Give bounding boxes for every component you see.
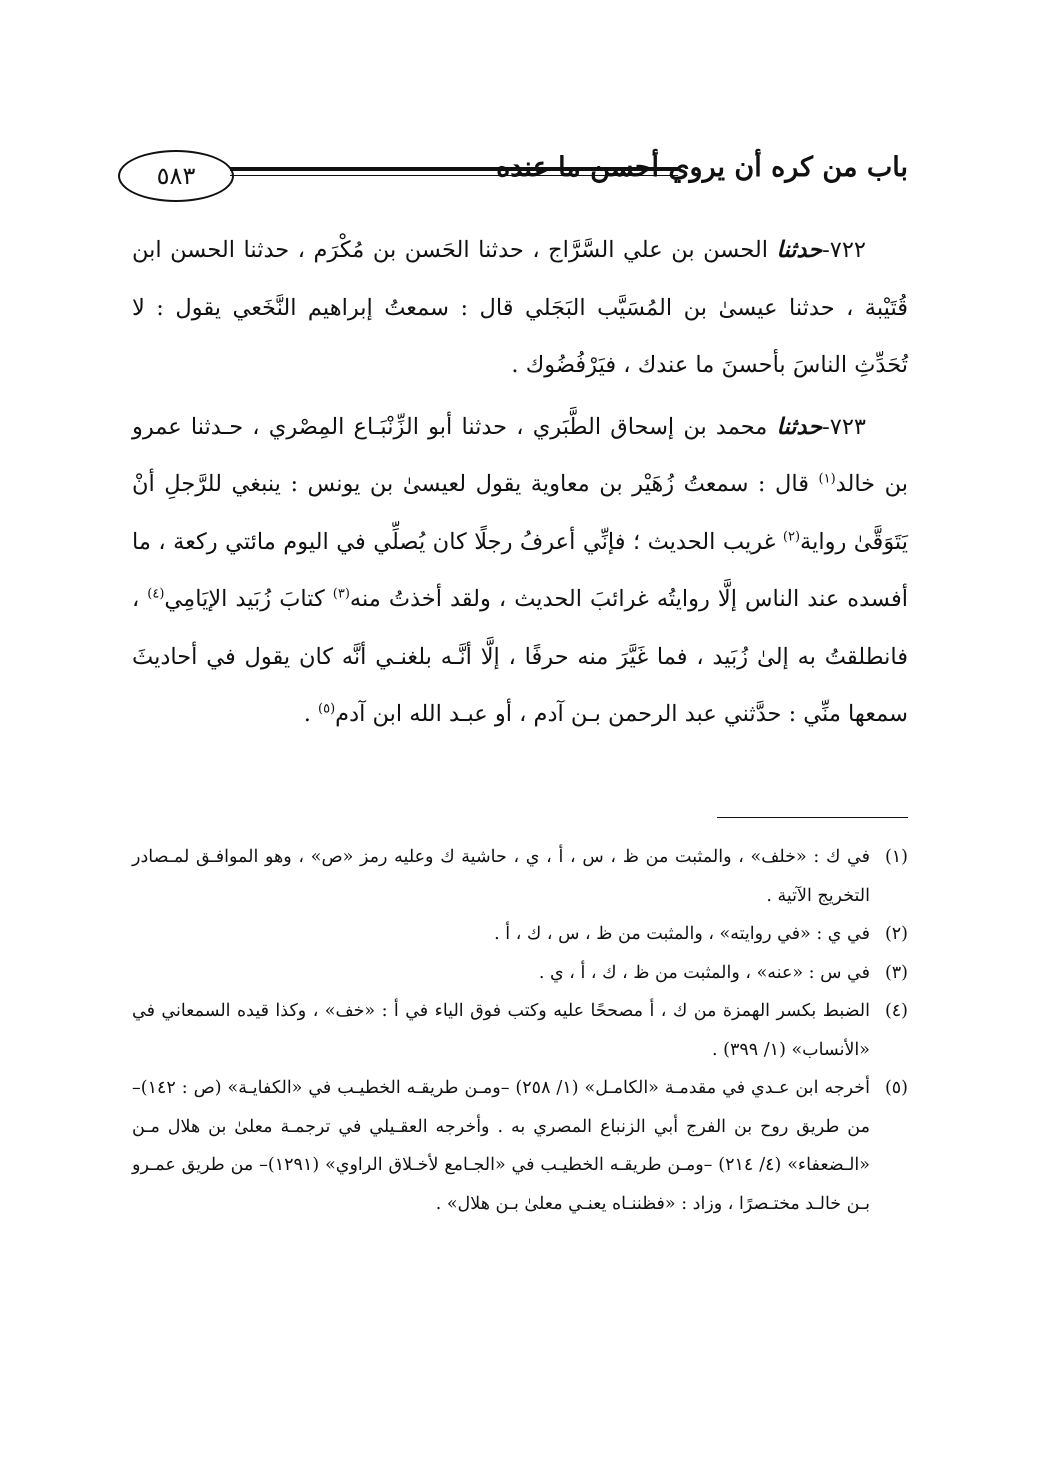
hadith-text-part: . [303,701,318,727]
hadith-text-part: غريب الحديث ؛ فإنِّي أعرفُ رجلًا كان يُصلِّي في اليوم مائتي ركعة ، ما أفسده عند الناس إلَّا روايتُه غرائبَ الحديث ، ولقد أخذتُ منه [132,528,908,612]
footnote-number: (٥) [884,1078,908,1098]
footnote-4 [132,992,908,1069]
footnote-text: في س : «عنه» ، والمثبت من ظ ، ك ، أ ، ي . [538,962,870,983]
footnote-5 [132,1069,908,1223]
footnote-ref-3: (٣) [332,586,350,602]
haddathana-lead: حدثنا [776,237,823,263]
footnotes [132,838,908,1223]
hadith-text: الحسن بن علي السَّرَّاج ، حدثنا الحَسن بن مُكْرَم ، حدثنا الحسن ابن قُتَيْبة ، حدثنا عيسىٰ بن المُسَيَّب البَجَلي قال : سمعتُ إبراهيم النَّخَعي يقول : لا تُحَدِّثِ الناسَ بأحسنَ ما عندك ، فيَرْفُضُوك . [132,237,908,378]
main-text [132,222,908,744]
footnote-2 [132,915,908,954]
footnote-ref-5: (٥) [318,701,336,717]
hadith-number: ٧٢٣- [822,413,866,440]
hadith-number: ٧٢٢- [822,237,866,263]
page-header [118,140,908,208]
page-number-oval [118,150,234,202]
hadith-text-part: كتابَ زُبَيد الإيَامِي [164,586,333,612]
page-number: ٥٨٣ [156,162,196,190]
hadith-text-part: قال : سمعتُ زُهَيْر بن معاوية يقول لعيسىٰ بن يونس : ينبغي للرَّجلِ أنْ يَتَوَقَّىٰ رواية [132,471,908,555]
hadith-text-part: محمد بن إسحاق الطَّبَري ، حدثنا أبو الزِّنْبَـاع المِصْري ، حـدثنا عمرو بن خالد [132,413,908,497]
hadith-text-part: ، فانطلقتُ به إلىٰ زُبَيد ، فما غَيَّرَ منه حرفًا ، إلَّا أنَّـه بلغنـي أنَّه كان يقول في أحاديثَ سمعها منِّي : حدَّثني عبد الرحمن بـن آدم ، أو عبـد الله ابن آدم [132,586,908,727]
footnote-ref-1: (١) [818,471,836,487]
footnote-separator [717,817,908,818]
footnote-number: (١) [884,847,908,867]
footnote-number: (٣) [884,962,908,983]
footnote-3 [132,954,908,993]
footnote-text: أخرجه ابن عـدي في مقدمـة «الكامـل» (١/ ٢٥٨) –ومـن طريقـه الخطيـب في «الكفايـة» (ص : ١٤٢)– من طريق روح بن الفرج أبي الزنباع المصري به . وأخرجه العقـيلي في ترجمـة معلىٰ بن هلال مـن «الـضعفاء» (٤/ ٢١٤) –ومـن طريقـه الخطيـب في «الجـامع لأخـلاق الراوي» (١٢٩١)– من طريق عمـرو بـن خالـد مختـصرًا ، وزاد : «فظننـاه يعنـي معلىٰ بـن هلال» . [132,1078,870,1214]
footnote-ref-4: (٤) [147,586,165,602]
hadith-723 [132,399,908,744]
hadith-722 [132,222,908,395]
chapter-title: باب من كره أن يروي أحسن ما عنده [496,152,908,183]
footnote-number: (٤) [884,1001,908,1021]
footnote-1 [132,838,908,915]
footnote-number: (٢) [884,924,908,944]
haddathana-lead: حدثنا [776,413,823,440]
footnote-text: في ي : «في روايته» ، والمثبت من ظ ، س ، ك ، أ . [494,924,870,944]
footnote-text: في ك : «خلف» ، والمثبت من ظ ، س ، أ ، ي ، حاشية ك وعليه رمز «ص» ، وهو الموافـق لمـصادر التخريج الآتية . [132,847,870,906]
footnote-ref-2: (٢) [782,529,801,544]
footnote-text: الضبط بكسر الهمزة من ك ، أ مصححًا عليه وكتب فوق الياء في أ : «خف» ، وكذا قيده السمعاني في «الأنساب» (١/ ٣٩٩) . [132,1001,870,1060]
